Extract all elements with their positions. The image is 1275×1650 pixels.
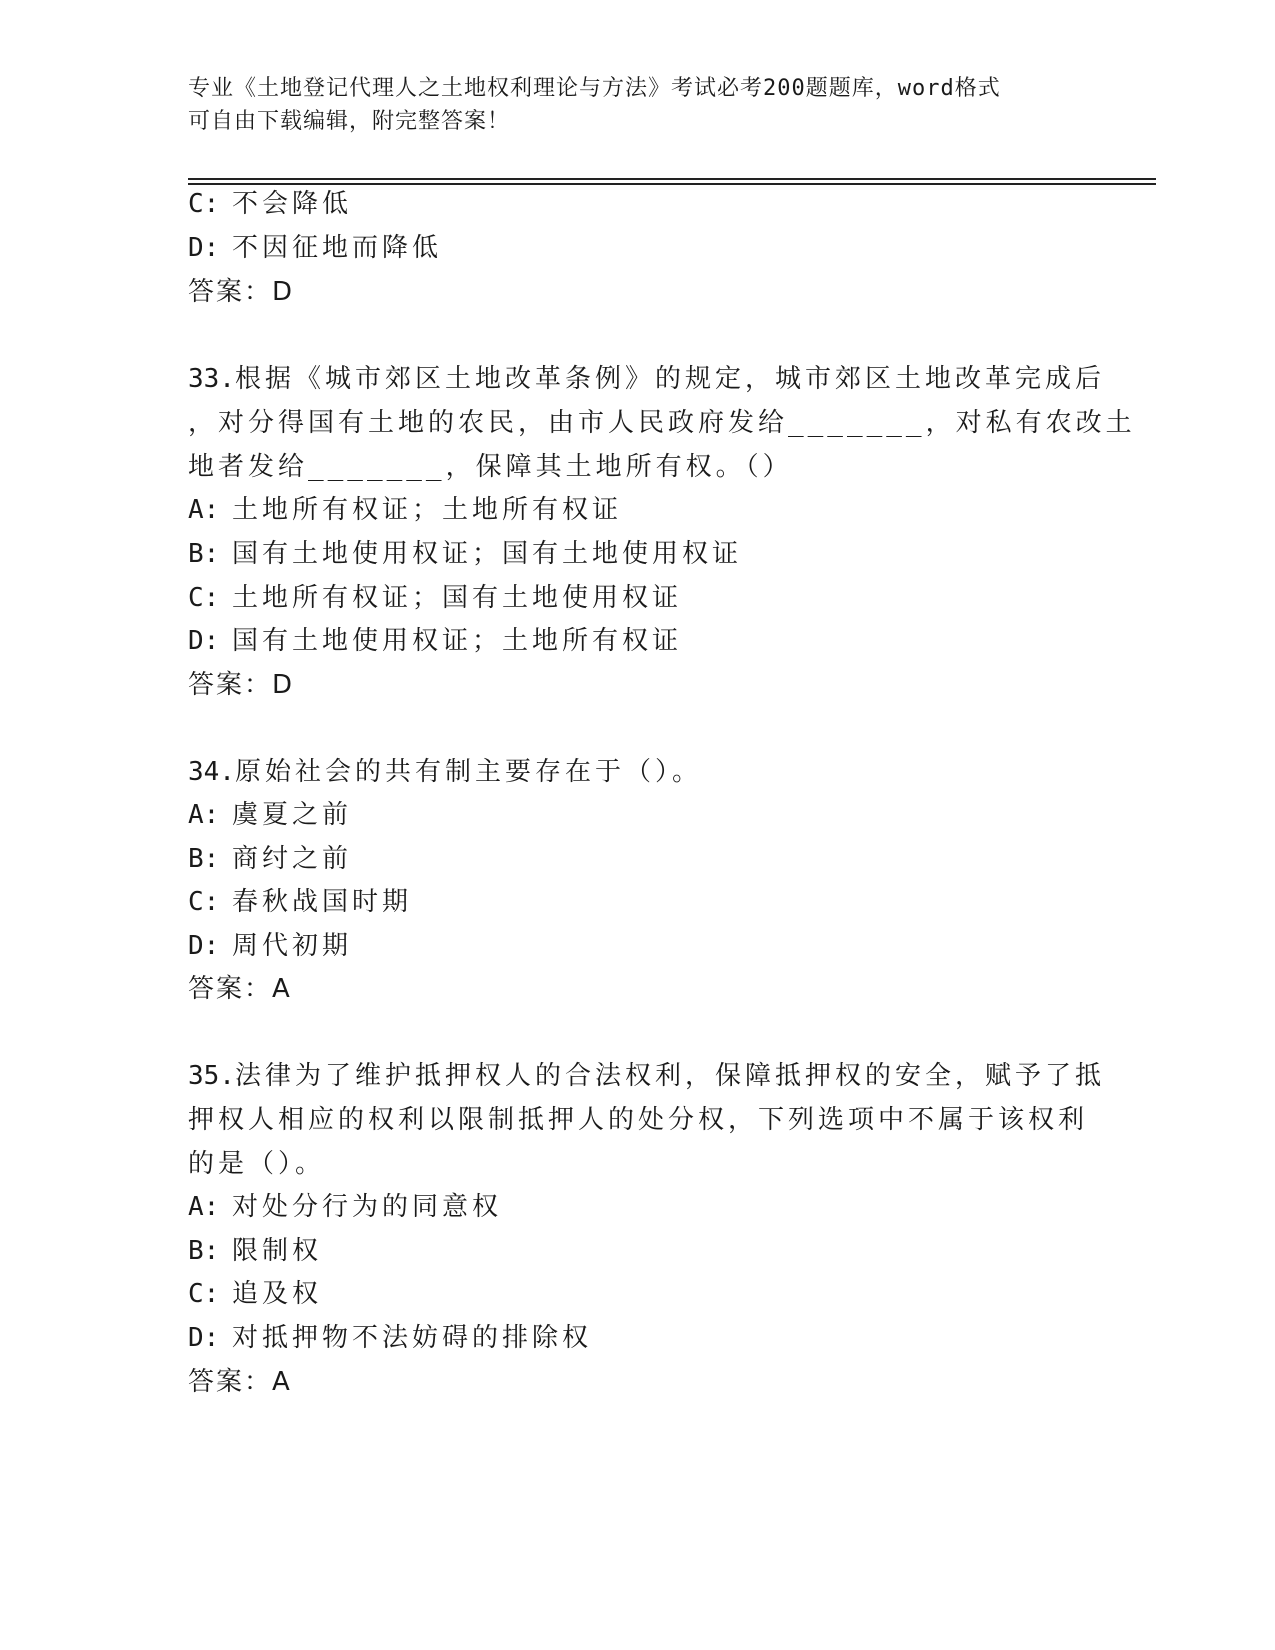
option-line [188,1320,592,1356]
question-text-line: 的是（）。 [188,1149,326,1179]
answer-line: 答案：A [188,974,292,1004]
option-letter: B: [188,539,220,569]
option-text: 商纣之前 [232,844,353,874]
option-line [188,1276,322,1312]
answer-line: 答案：D [188,277,295,307]
option-text: 对处分行为的同意权 [232,1192,503,1222]
option-text: 限制权 [232,1236,323,1266]
answer-line: 答案：A [188,1367,292,1397]
document-header [188,72,1088,138]
question-text-line [188,1058,1105,1094]
option-line [188,797,352,833]
question-text: 原始社会的共有制主要存在于（）。 [234,757,702,787]
header-divider-top [188,178,1156,180]
option-text: 国有土地使用权证；国有土地使用权证 [232,539,743,569]
option-letter: C: [188,887,220,917]
option-line [188,884,412,920]
option-letter: D: [188,931,220,961]
header-line-2: 可自由下载编辑，附完整答案！ [188,109,511,134]
question-text-line: 地者发给_______，保障其土地所有权。（） [188,452,793,482]
option-text: 土地所有权证；国有土地使用权证 [232,583,683,613]
option-line [188,230,442,266]
question-text: 法律为了维护抵押权人的合法权利，保障抵押权的安全，赋予了抵 [234,1061,1105,1091]
answer-line: 答案：D [188,670,295,700]
option-line [188,1189,502,1225]
option-text: 对抵押物不法妨碍的排除权 [232,1323,593,1353]
option-letter: C: [188,583,220,613]
question-text-line [188,361,1105,397]
option-text: 周代初期 [232,931,353,961]
option-letter: C: [188,1279,220,1309]
option-letter: A: [188,1192,220,1222]
option-letter: D: [188,233,220,263]
option-letter: B: [188,1236,220,1266]
option-letter: A: [188,495,220,525]
question-text-line [188,754,702,790]
option-letter: A: [188,800,220,830]
option-line [188,492,622,528]
question-number: 35. [188,1061,235,1091]
option-line [188,186,352,222]
question-number: 33. [188,364,235,394]
option-line [188,623,682,659]
option-line [188,928,352,964]
header-line-1: 专业《土地登记代理人之土地权利理论与方法》考试必考200题题库，word格式 [188,76,1001,101]
option-text: 追及权 [232,1279,323,1309]
option-letter: C: [188,189,220,219]
header-divider-bottom [188,183,1156,185]
question-number: 34. [188,757,235,787]
option-text: 土地所有权证；土地所有权证 [232,495,623,525]
option-text: 国有土地使用权证；土地所有权证 [232,626,683,656]
option-letter: D: [188,1323,220,1353]
option-letter: D: [188,626,220,656]
option-text: 虞夏之前 [232,800,353,830]
option-line [188,1233,322,1269]
option-line [188,536,742,572]
option-text: 不因征地而降低 [232,233,443,263]
option-text: 不会降低 [232,189,353,219]
question-text-line: ，对分得国有土地的农民，由市人民政府发给_______，对私有农改土 [188,408,1136,438]
option-line [188,841,352,877]
option-line [188,580,682,616]
option-letter: B: [188,844,220,874]
question-text: 根据《城市郊区土地改革条例》的规定，城市郊区土地改革完成后 [234,364,1105,394]
question-text-line: 押权人相应的权利以限制抵押人的处分权，下列选项中不属于该权利 [188,1105,1089,1135]
option-text: 春秋战国时期 [232,887,413,917]
